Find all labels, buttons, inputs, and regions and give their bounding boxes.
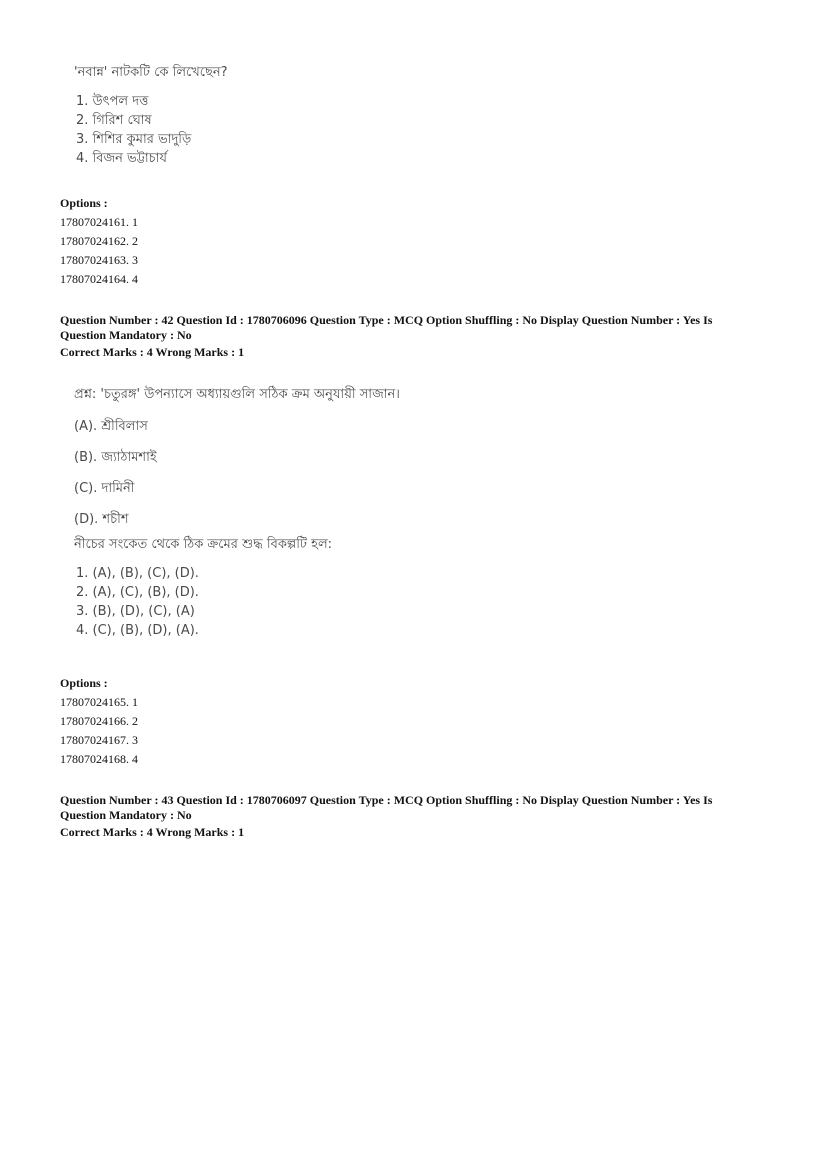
choice-3: 3. (B), (D), (C), (A) <box>76 604 195 619</box>
meta-line: Question Number : 42 Question Id : 1780706096 Question Type : MCQ Option Shuffling : No Display Question Number : Yes Is <box>60 313 713 327</box>
marks-line: Correct Marks : 4 Wrong Marks : 1 <box>60 825 245 839</box>
option-row: 17807024163. 3 <box>60 253 138 267</box>
question-41-image <box>62 66 228 165</box>
item-c: (C). দামিনী <box>74 481 135 496</box>
meta-line: Question Mandatory : No <box>60 808 192 822</box>
choice-3: 3. শিশির কুমার ভাদুড়ি <box>76 132 192 147</box>
option-row: 17807024167. 3 <box>60 733 138 747</box>
choice-2: 2. (A), (C), (B), (D). <box>76 585 199 600</box>
question-42-image <box>62 388 400 637</box>
choice-4: 4. বিজন ভট্টাচার্য <box>76 151 167 166</box>
option-row: 17807024165. 1 <box>60 695 138 709</box>
instruction: নীচের সংকেত থেকে ঠিক ক্রমের শুদ্ধ বিকল্পটি হল: <box>74 537 333 552</box>
option-row: 17807024166. 2 <box>60 714 138 728</box>
item-a: (A). শ্রীবিলাস <box>74 419 148 434</box>
question-41-options <box>60 194 138 289</box>
option-row: 17807024161. 1 <box>60 215 138 229</box>
question-43-meta <box>60 793 760 840</box>
options-label: Options : <box>60 196 108 210</box>
choice-1: 1. উৎপল দত্ত <box>76 94 149 109</box>
choice-1: 1. (A), (B), (C), (D). <box>76 566 199 581</box>
question-stem: 'নবান্ন' নাটকটি কে লিখেছেন? <box>74 65 228 80</box>
item-b: (B). জ্যাঠামশাই <box>74 450 157 465</box>
marks-line: Correct Marks : 4 Wrong Marks : 1 <box>60 345 245 359</box>
question-42-options <box>60 674 138 769</box>
question-stem: প্রশ্ন: 'চতুরঙ্গ' উপন্যাসে অধ্যায়গুলি সঠিক ক্রম অনুযায়ী সাজান। <box>74 387 400 402</box>
choice-2: 2. গিরিশ ঘোষ <box>76 113 152 128</box>
question-42-meta <box>60 313 760 360</box>
meta-line: Question Number : 43 Question Id : 1780706097 Question Type : MCQ Option Shuffling : No Display Question Number : Yes Is <box>60 793 713 807</box>
option-row: 17807024164. 4 <box>60 272 138 286</box>
option-row: 17807024162. 2 <box>60 234 138 248</box>
item-d: (D). শচীশ <box>74 512 129 527</box>
option-row: 17807024168. 4 <box>60 752 138 766</box>
choice-4: 4. (C), (B), (D), (A). <box>76 623 199 638</box>
meta-line: Question Mandatory : No <box>60 328 192 342</box>
options-label: Options : <box>60 676 108 690</box>
